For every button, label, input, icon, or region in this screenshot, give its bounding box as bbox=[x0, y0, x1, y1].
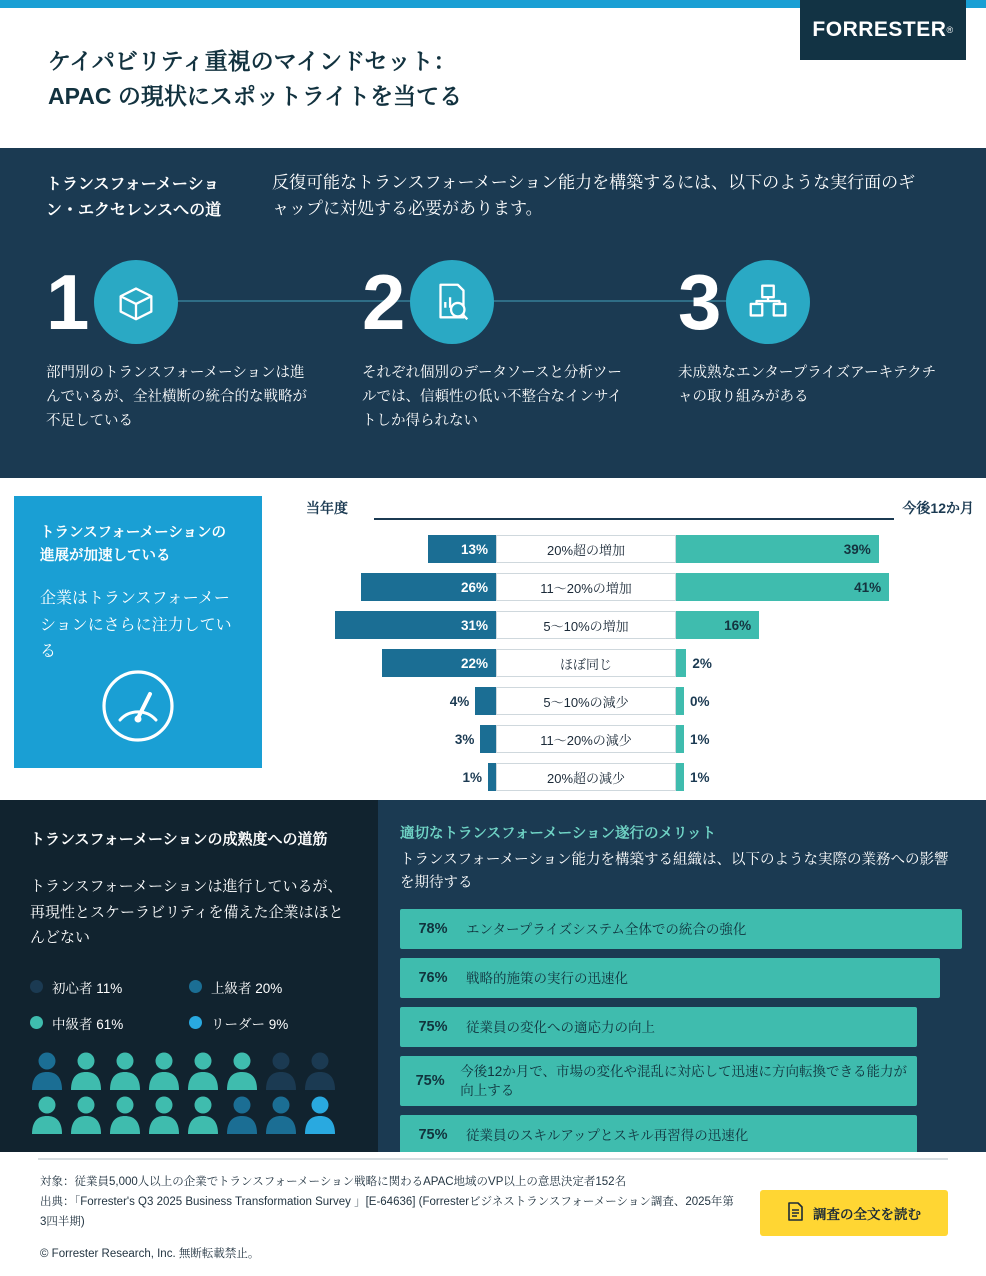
pictogram-row bbox=[30, 1050, 360, 1090]
footer-methodology bbox=[40, 1172, 740, 1265]
road-item-3-text: 未成熟なエンタープライズアーキテクチャの取り組みがある bbox=[678, 365, 937, 405]
person-icon bbox=[264, 1050, 298, 1090]
maturity-panel bbox=[0, 800, 378, 1152]
benefit-bar bbox=[400, 958, 940, 998]
benefit-bar bbox=[400, 1115, 917, 1155]
benefit-label: 今後12か月で、市場の変化や混乱に対応して迅速に方向転換できる能力が向上する bbox=[460, 1063, 907, 1099]
benefits-heading: 適切なトランスフォーメーション遂行のメリット bbox=[400, 826, 716, 842]
benefit-percent: 75% bbox=[418, 1019, 448, 1036]
bar-current-year: 31% bbox=[335, 611, 496, 639]
chart-callout-heading: トランスフォーメーションの進展が加速している bbox=[40, 525, 227, 565]
page-title: ケイパビリティ重視のマインドセット： APAC の現状にスポットライトを当てる bbox=[48, 48, 463, 109]
person-icon bbox=[225, 1050, 259, 1090]
chart-row-left bbox=[278, 573, 496, 601]
open-box-icon bbox=[94, 260, 178, 344]
bar-value-right: 2% bbox=[692, 655, 712, 671]
cta-label: 調査の全文を読む bbox=[813, 1207, 921, 1222]
benefit-percent: 75% bbox=[415, 1073, 445, 1090]
benefit-bar bbox=[400, 909, 962, 949]
chart-row-right bbox=[676, 649, 712, 677]
chart-row bbox=[278, 532, 978, 566]
benefit-label: 戦略的施策の実行の迅速化 bbox=[466, 970, 628, 986]
benefits-panel bbox=[378, 800, 986, 1152]
person-icon bbox=[147, 1094, 181, 1134]
bar-next-12-months bbox=[676, 649, 686, 677]
person-icon bbox=[69, 1050, 103, 1090]
bar-current-year: 22% bbox=[382, 649, 496, 677]
chart-category-label: 5～10%の増加 bbox=[496, 611, 676, 639]
bar-value-right: 0% bbox=[690, 693, 710, 709]
maturity-body: トランスフォーメーションは進行しているが、再現性とスケーラビリティを備えた企業はほとんどない bbox=[30, 878, 344, 946]
person-icon bbox=[303, 1094, 337, 1134]
legend-label-intermediate: 中級者 61% bbox=[52, 1016, 124, 1032]
maturity-heading: トランスフォーメーションの成熟度への道筋 bbox=[30, 831, 328, 848]
road-lead-text: 反復可能なトランスフォーメーション能力を構築するには、以下のような実行面のギャップに対処する必要があります。 bbox=[272, 173, 916, 219]
gauge-icon bbox=[94, 662, 182, 750]
bar-next-12-months bbox=[676, 763, 684, 791]
maturity-and-benefits-section bbox=[0, 800, 986, 1152]
footer-line-1: 対象：従業員5,000人以上の企業でトランスフォーメーション戦略に関わるAPAC地域のVP以上の意思決定者152名 bbox=[40, 1176, 627, 1188]
bar-value-left: 3% bbox=[454, 731, 475, 747]
chart-row-left bbox=[278, 687, 496, 715]
logo-text: FORRESTER bbox=[812, 18, 947, 41]
chart-category-label: 11～20%の減少 bbox=[496, 725, 676, 753]
chart-series-label-right: 今後12か月 bbox=[902, 500, 974, 516]
bar-value-right: 1% bbox=[690, 769, 710, 785]
bar-next-12-months bbox=[676, 687, 684, 715]
benefit-label: 従業員の変化への適応力の向上 bbox=[466, 1019, 655, 1035]
forrester-logo bbox=[800, 0, 966, 60]
people-pictogram bbox=[30, 1050, 360, 1138]
chart-row-left bbox=[278, 649, 496, 677]
chart-row-left bbox=[278, 611, 496, 639]
legend-dot-leader bbox=[189, 1016, 202, 1029]
chart-category-label: 20%超の減少 bbox=[496, 763, 676, 791]
road-item-3-number: 3 bbox=[678, 258, 722, 346]
chart-category-label: ほぼ同じ bbox=[496, 649, 676, 677]
person-icon bbox=[225, 1094, 259, 1134]
chart-category-label: 11～20%の増加 bbox=[496, 573, 676, 601]
benefit-bar bbox=[400, 1056, 917, 1106]
chart-row-right bbox=[676, 763, 710, 791]
footer-copyright: © Forrester Research, Inc. 無断転載禁止。 bbox=[40, 1248, 260, 1261]
chart-callout-body: 企業はトランスフォーメーションにさらに注力している bbox=[40, 590, 232, 661]
document-icon bbox=[787, 1202, 804, 1224]
person-icon bbox=[147, 1050, 181, 1090]
benefit-percent: 75% bbox=[418, 1127, 448, 1144]
chart-row-right bbox=[676, 573, 889, 601]
bar-next-12-months: 39% bbox=[676, 535, 879, 563]
chart-row-right bbox=[676, 687, 710, 715]
benefit-label: エンタープライズシステム全体での統合の強化 bbox=[466, 921, 747, 937]
bar-current-year bbox=[480, 725, 496, 753]
benefits-subheading: トランスフォーメーション能力を構築する組織は、以下のような実際の業務への影響を期待する bbox=[400, 852, 949, 892]
document-search-icon bbox=[410, 260, 494, 344]
benefits-list bbox=[400, 909, 962, 1155]
person-icon bbox=[30, 1094, 64, 1134]
person-icon bbox=[186, 1050, 220, 1090]
legend-item-advanced bbox=[189, 977, 348, 997]
person-icon bbox=[108, 1050, 142, 1090]
pictogram-row bbox=[30, 1094, 360, 1134]
bar-current-year: 26% bbox=[361, 573, 496, 601]
chart-row-left bbox=[278, 725, 496, 753]
person-icon bbox=[69, 1094, 103, 1134]
legend-label-leader: リーダー 9% bbox=[211, 1016, 289, 1032]
road-item-1 bbox=[46, 258, 336, 434]
bar-next-12-months: 16% bbox=[676, 611, 759, 639]
bar-current-year bbox=[488, 763, 496, 791]
road-to-excellence-section bbox=[0, 148, 986, 478]
person-icon bbox=[108, 1094, 142, 1134]
chart-callout-panel bbox=[14, 496, 262, 768]
person-icon bbox=[303, 1050, 337, 1090]
legend-item-beginner bbox=[30, 977, 189, 997]
chart-row-left bbox=[278, 763, 496, 791]
bar-next-12-months: 41% bbox=[676, 573, 889, 601]
road-item-2-number: 2 bbox=[362, 258, 406, 346]
chart-row bbox=[278, 570, 978, 604]
chart-row bbox=[278, 760, 978, 794]
road-item-2-text: それぞれ個別のデータソースと分析ツールでは、信頼性の低い不整合なインサイトしか得られない bbox=[362, 365, 622, 429]
road-item-2 bbox=[362, 258, 652, 434]
benefit-percent: 76% bbox=[418, 970, 448, 987]
transformation-progress-section bbox=[0, 478, 986, 800]
chart-row bbox=[278, 684, 978, 718]
benefit-label: 従業員のスキルアップとスキル再習得の迅速化 bbox=[466, 1127, 749, 1143]
bar-value-right: 1% bbox=[690, 731, 710, 747]
logo-registered-mark: ® bbox=[946, 25, 954, 35]
blocks-icon bbox=[726, 260, 810, 344]
chart-row-right bbox=[676, 725, 710, 753]
diverging-bar-chart bbox=[278, 488, 978, 788]
footer-divider bbox=[38, 1158, 948, 1160]
road-item-1-number: 1 bbox=[46, 258, 90, 346]
road-item-3 bbox=[678, 258, 968, 410]
person-icon bbox=[264, 1094, 298, 1134]
legend-dot-beginner bbox=[30, 980, 43, 993]
legend-item-leader bbox=[189, 1013, 348, 1033]
chart-rows bbox=[278, 532, 978, 798]
chart-row-left bbox=[278, 535, 496, 563]
legend-label-beginner: 初心者 11% bbox=[52, 980, 123, 996]
road-item-1-text: 部門別のトランスフォーメーションは進んでいるが、全社横断の統合的な戦略が不足している bbox=[46, 365, 307, 429]
legend-item-intermediate bbox=[30, 1013, 189, 1033]
person-icon bbox=[30, 1050, 64, 1090]
read-full-study-button[interactable] bbox=[760, 1190, 948, 1236]
chart-series-label-left: 当年度 bbox=[306, 500, 348, 516]
chart-row-right bbox=[676, 611, 759, 639]
chart-row bbox=[278, 722, 978, 756]
bar-value-left: 4% bbox=[449, 693, 470, 709]
bar-current-year: 13% bbox=[428, 535, 496, 563]
chart-category-label: 20%超の増加 bbox=[496, 535, 676, 563]
road-heading: トランスフォーメーション・エクセレンスへの道 bbox=[46, 176, 222, 219]
benefit-percent: 78% bbox=[418, 921, 448, 938]
footer-section bbox=[0, 1152, 986, 1276]
bar-value-left: 1% bbox=[462, 769, 482, 785]
chart-row bbox=[278, 646, 978, 680]
legend-dot-intermediate bbox=[30, 1016, 43, 1029]
maturity-legend bbox=[30, 977, 348, 1033]
footer-line-2: 出典：「Forrester's Q3 2025 Business Transformation Survey 」[E-64636] (Forresterビジネストランスフォーメーション調査、2025年第3四半期) bbox=[40, 1196, 734, 1229]
chart-row-right bbox=[676, 535, 879, 563]
bar-next-12-months bbox=[676, 725, 684, 753]
benefit-bar bbox=[400, 1007, 917, 1047]
chart-category-label: 5～10%の減少 bbox=[496, 687, 676, 715]
chart-row bbox=[278, 608, 978, 642]
legend-label-advanced: 上級者 20% bbox=[211, 980, 283, 996]
chart-header-rule bbox=[374, 518, 894, 520]
bar-current-year bbox=[475, 687, 496, 715]
person-icon bbox=[186, 1094, 220, 1134]
legend-dot-advanced bbox=[189, 980, 202, 993]
